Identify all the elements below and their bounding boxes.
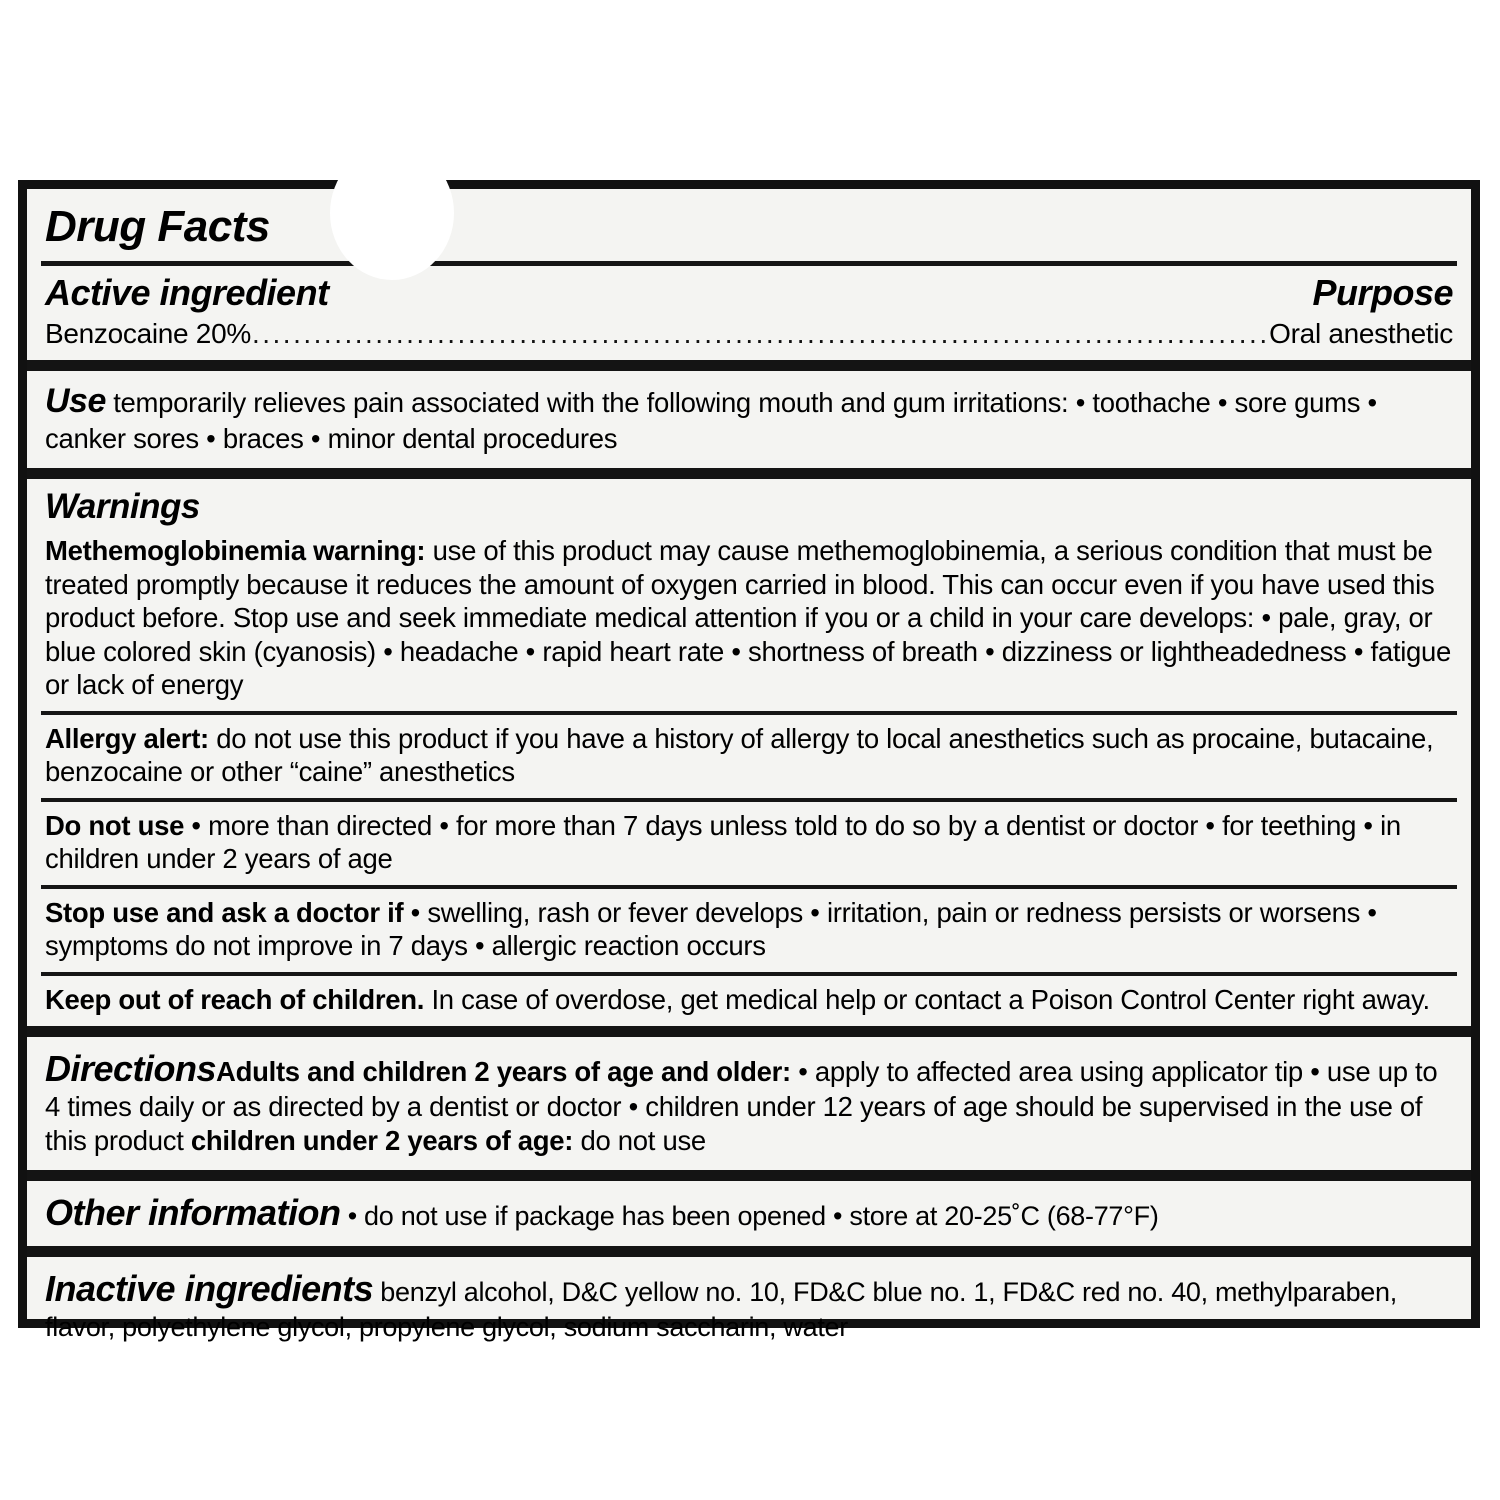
directions-section [27, 1037, 1471, 1170]
warning-text: use of this product may cause methemoglobinemia, a serious condition that must be treated promptly because it reduces the amount of oxygen carried in blood. This can occur even if you have used this product before. Stop use and seek immediate medical attention if you or a child in your care develops: • pale, gray, or blue colored skin (cyanosis) • headache • rapid heart rate • shortness of breath • dizziness or lightheadedness • fatigue or lack of energy [45, 535, 1451, 701]
warning-label: Allergy alert: [45, 722, 209, 754]
warning-text: • more than directed • for more than 7 days unless told to do so by a dentist or doctor • for teething • in children under 2 years of age [45, 809, 1401, 875]
warning-text: do not use this product if you have a history of allergy to local anesthetics such as procaine, butacaine, benzocaine or other “caine” anesthetics [45, 722, 1434, 788]
warning-item [27, 889, 1471, 972]
directions-heading: Directions [45, 1047, 217, 1089]
directions-text-2: do not use [573, 1125, 706, 1157]
active-ingredient-name: Benzocaine 20% [45, 318, 251, 349]
warning-text: • swelling, rash or fever develops • irritation, pain or redness persists or worsens • symptoms do not improve in 7 days • allergic reaction occurs [45, 896, 1377, 962]
purpose-heading: Purpose [1312, 272, 1453, 313]
inactive-ingredients-text: benzyl alcohol, D&C yellow no. 10, FD&C blue no. 1, FD&C red no. 40, methylparaben, flavor, polyethylene glycol, propylene glycol, sodium saccharin, water [45, 1277, 1397, 1343]
other-information-section [27, 1181, 1471, 1247]
use-heading: Use [45, 382, 106, 420]
warning-label: Stop use and ask a doctor if [45, 896, 404, 928]
directions-bold-lead: Adults and children 2 years of age and older: [216, 1055, 791, 1087]
drug-facts-panel [18, 180, 1480, 1343]
warning-label: Keep out of reach of children. [45, 984, 425, 1016]
hang-hole-icon [330, 146, 454, 280]
warning-label: Do not use [45, 809, 185, 841]
active-ingredient-heading: Active ingredient [45, 272, 329, 313]
section-divider-bar [27, 1246, 1471, 1257]
section-divider-bar [27, 1026, 1471, 1037]
directions-bold-mid: children under 2 years of age: [190, 1125, 574, 1157]
section-divider-bar [27, 468, 1471, 479]
inactive-ingredients-heading: Inactive ingredients [45, 1268, 374, 1310]
warning-item [27, 802, 1471, 885]
warnings-heading: Warnings [45, 487, 200, 527]
section-divider-bar [27, 360, 1471, 371]
page-title: Drug Facts [45, 202, 270, 251]
use-text: temporarily relieves pain associated with the following mouth and gum irritations: • toothache • sore gums • canker sores • braces • minor dental procedures [45, 387, 1377, 455]
section-divider-bar [27, 1170, 1471, 1181]
inactive-ingredients-section [27, 1257, 1471, 1356]
warning-text: In case of overdose, get medical help or contact a Poison Control Center right away. [424, 984, 1430, 1016]
dot-leader [252, 318, 1267, 346]
directions-text-1: • apply to affected area using applicator tip • use up to 4 times daily or as directed by a dentist or doctor • children under 12 years of age should be supervised in the use of this product [45, 1055, 1438, 1157]
warning-item [27, 527, 1471, 711]
other-information-text: • do not use if package has been opened • store at 20-25˚C (68-77°F) [340, 1200, 1159, 1231]
other-information-heading: Other information [45, 1191, 341, 1233]
active-ingredient-section [27, 266, 1471, 360]
active-ingredient-purpose: Oral anesthetic [1269, 318, 1453, 349]
warning-item [27, 976, 1471, 1026]
warnings-section [27, 479, 1471, 1026]
warning-item [27, 715, 1471, 798]
use-section [27, 371, 1471, 468]
warning-label: Methemoglobinemia warning: [45, 535, 426, 567]
